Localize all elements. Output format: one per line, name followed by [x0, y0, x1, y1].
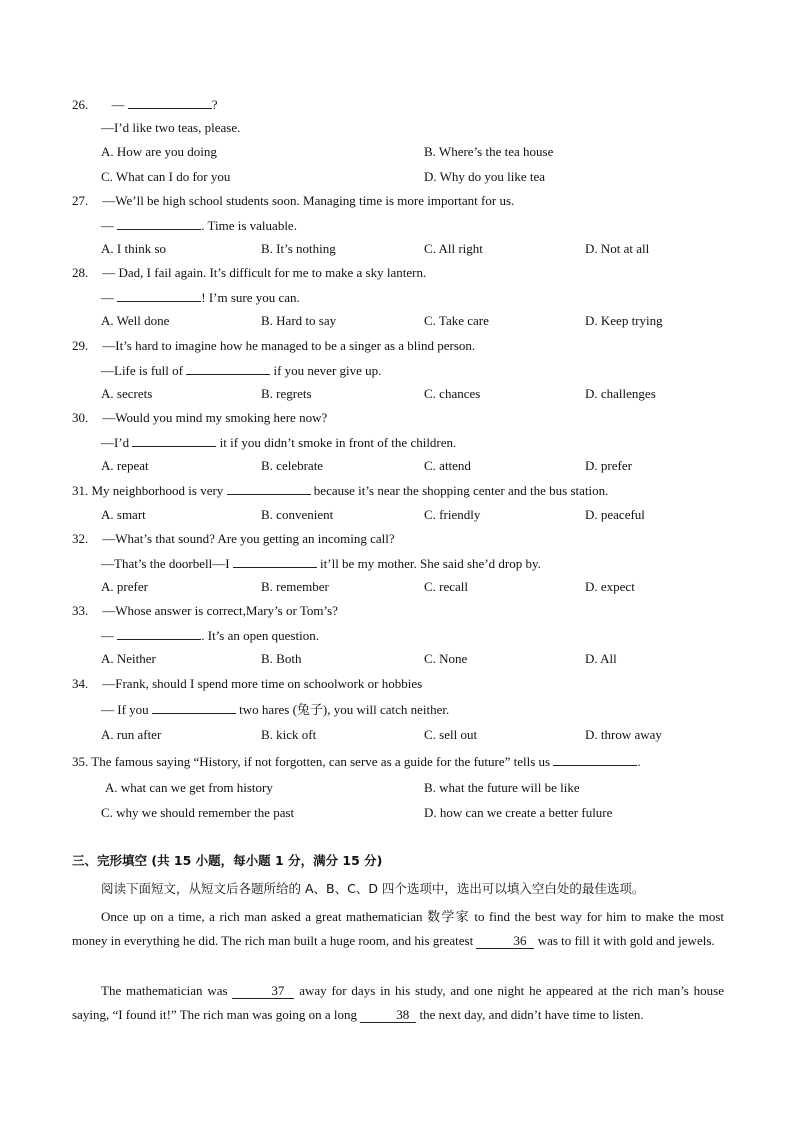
option-b[interactable]: B. Hard to say: [261, 313, 337, 328]
question-text: —I’d: [101, 435, 133, 450]
answer-blank[interactable]: [152, 701, 236, 714]
option-d[interactable]: D. throw away: [585, 727, 662, 742]
section-title: 三、完形填空 (共 15 小题，每小题 1 分，满分 15 分): [72, 853, 383, 868]
question-number: 31.: [72, 483, 89, 498]
question-text: ?: [211, 97, 218, 112]
question-text: it if you didn’t smoke in front of the children.: [216, 435, 457, 450]
option-b[interactable]: B. celebrate: [261, 458, 324, 473]
question-text: —: [101, 218, 118, 233]
question-27: [72, 193, 514, 209]
option-c[interactable]: C. All right: [424, 241, 483, 256]
blank-38[interactable]: 38: [360, 1008, 416, 1023]
question-35: [72, 753, 641, 770]
question-number: 27.: [72, 193, 89, 208]
question-27-reply: [101, 217, 297, 234]
question-number: 35.: [72, 754, 89, 769]
question-34: [72, 676, 422, 692]
question-number: 33.: [72, 603, 89, 618]
option-c[interactable]: C. Take care: [424, 313, 489, 328]
question-text: because it’s near the shopping center and the bus station.: [310, 483, 609, 498]
answer-blank[interactable]: [117, 289, 201, 302]
question-text: — Dad, I fail again. It’s difficult for me to make a sky lantern.: [102, 265, 427, 280]
section-instruction: 阅读下面短文，从短文后各题所给的 A、B、C、D 四个选项中，选出可以填入空白处的最佳选项。: [101, 881, 645, 896]
option-b[interactable]: B. It’s nothing: [261, 241, 336, 256]
question-33: [72, 603, 338, 619]
question-text: —That’s the doorbell—I: [101, 556, 233, 571]
option-c[interactable]: C. recall: [424, 579, 469, 594]
paragraph-text: the next day, and didn’t have time to listen.: [416, 1007, 644, 1022]
question-text: —: [101, 290, 118, 305]
option-d[interactable]: D. Keep trying: [585, 313, 663, 328]
option-d[interactable]: D. how can we create a better fulure: [424, 805, 613, 820]
option-b[interactable]: B. Both: [261, 651, 302, 666]
option-b[interactable]: B. convenient: [261, 507, 334, 522]
option-a[interactable]: A. I think so: [101, 241, 166, 256]
option-b[interactable]: B. regrets: [261, 386, 312, 401]
question-text: —: [111, 97, 128, 112]
question-31: [72, 482, 608, 499]
question-text: —We’ll be high school students soon. Managing time is more important for us.: [102, 193, 515, 208]
option-d[interactable]: D. prefer: [585, 458, 632, 473]
option-a[interactable]: A. repeat: [101, 458, 149, 473]
question-text: —: [101, 628, 118, 643]
question-text: —What’s that sound? Are you getting an incoming call?: [102, 531, 395, 546]
question-number: 30.: [72, 410, 89, 425]
question-28-reply: [101, 289, 300, 306]
option-a[interactable]: A. Neither: [101, 651, 156, 666]
option-a[interactable]: A. what can we get from history: [105, 780, 273, 795]
paragraph-text: The mathematician was: [101, 983, 233, 998]
option-c[interactable]: C. why we should remember the past: [101, 805, 295, 820]
question-text: .: [637, 754, 641, 769]
question-text: two hares (兔子), you will catch neither.: [235, 702, 450, 717]
question-26: [72, 96, 218, 113]
question-text: if you never give up.: [270, 363, 382, 378]
option-c[interactable]: C. What can I do for you: [101, 169, 231, 184]
question-30: [72, 410, 327, 426]
question-number: 26.: [72, 97, 89, 112]
option-d[interactable]: D. peaceful: [585, 507, 645, 522]
question-text: My neighborhood is very: [91, 483, 227, 498]
option-b[interactable]: B. kick oft: [261, 727, 317, 742]
question-28: [72, 265, 426, 281]
option-c[interactable]: C. friendly: [424, 507, 481, 522]
option-c[interactable]: C. None: [424, 651, 468, 666]
question-text: —Would you mind my smoking here now?: [102, 410, 328, 425]
option-d[interactable]: D. Why do you like tea: [424, 169, 546, 184]
answer-blank[interactable]: [227, 482, 311, 495]
question-33-reply: [101, 627, 319, 644]
blank-36[interactable]: 36: [476, 934, 534, 949]
question-26-reply: —I’d like two teas, please.: [101, 120, 241, 135]
question-text: —Frank, should I spend more time on schoolwork or hobbies: [102, 676, 423, 691]
option-b[interactable]: B. what the future will be like: [424, 780, 580, 795]
answer-blank[interactable]: [186, 362, 270, 375]
question-text: —Life is full of: [101, 363, 187, 378]
option-b[interactable]: B. remember: [261, 579, 329, 594]
option-c[interactable]: C. attend: [424, 458, 471, 473]
question-number: 34.: [72, 676, 89, 691]
answer-blank[interactable]: [132, 434, 216, 447]
option-a[interactable]: A. secrets: [101, 386, 153, 401]
question-text: The famous saying “History, if not forgotten, can serve as a guide for the future” tells us: [91, 754, 554, 769]
question-34-reply: [101, 701, 449, 718]
answer-blank[interactable]: [553, 753, 637, 766]
question-text: . Time is valuable.: [201, 218, 297, 233]
question-text: —Whose answer is correct,Mary’s or Tom’s?: [102, 603, 338, 618]
answer-blank[interactable]: [128, 96, 212, 109]
option-d[interactable]: D. challenges: [585, 386, 656, 401]
option-d[interactable]: D. Not at all: [585, 241, 650, 256]
paragraph-text: away for days in his study, and one night he appeared at the rich man’s house saying, “I found it!” The rich man was going on a long: [72, 983, 725, 1022]
question-text: — If you: [101, 702, 152, 717]
question-number: 29.: [72, 338, 89, 353]
cloze-paragraph-1: [72, 905, 724, 953]
option-a[interactable]: A. prefer: [101, 579, 148, 594]
answer-blank[interactable]: [233, 555, 317, 568]
question-text: —It’s hard to imagine how he managed to be a singer as a blind person.: [102, 338, 476, 353]
question-29-reply: [101, 362, 381, 379]
option-c[interactable]: C. chances: [424, 386, 481, 401]
paragraph-text: was to fill it with gold and jewels.: [534, 933, 715, 948]
question-32-reply: [101, 555, 541, 572]
question-text: . It’s an open question.: [201, 628, 319, 643]
option-b[interactable]: B. Where’s the tea house: [424, 144, 554, 159]
option-a[interactable]: A. run after: [101, 727, 162, 742]
option-a[interactable]: A. Well done: [101, 313, 170, 328]
option-c[interactable]: C. sell out: [424, 727, 478, 742]
answer-blank[interactable]: [117, 217, 201, 230]
question-number: 28.: [72, 265, 89, 280]
option-d[interactable]: D. expect: [585, 579, 635, 594]
paragraph-text: Once up on a time, a rich man asked a great mathematician 数学家 to find the best way for him to make the most money in everything he did. The rich man built a huge room, and his greatest: [72, 909, 724, 948]
question-32: [72, 531, 395, 547]
question-text: it’ll be my mother. She said she’d drop by.: [316, 556, 541, 571]
blank-37[interactable]: 37: [232, 984, 294, 999]
option-d[interactable]: D. All: [585, 651, 617, 666]
question-30-reply: [101, 434, 456, 451]
answer-blank[interactable]: [117, 627, 201, 640]
question-29: [72, 338, 475, 354]
question-number: 32.: [72, 531, 89, 546]
question-text: ! I’m sure you can.: [201, 290, 300, 305]
option-a[interactable]: A. smart: [101, 507, 146, 522]
option-a[interactable]: A. How are you doing: [101, 144, 217, 159]
cloze-paragraph-2: [72, 979, 724, 1027]
